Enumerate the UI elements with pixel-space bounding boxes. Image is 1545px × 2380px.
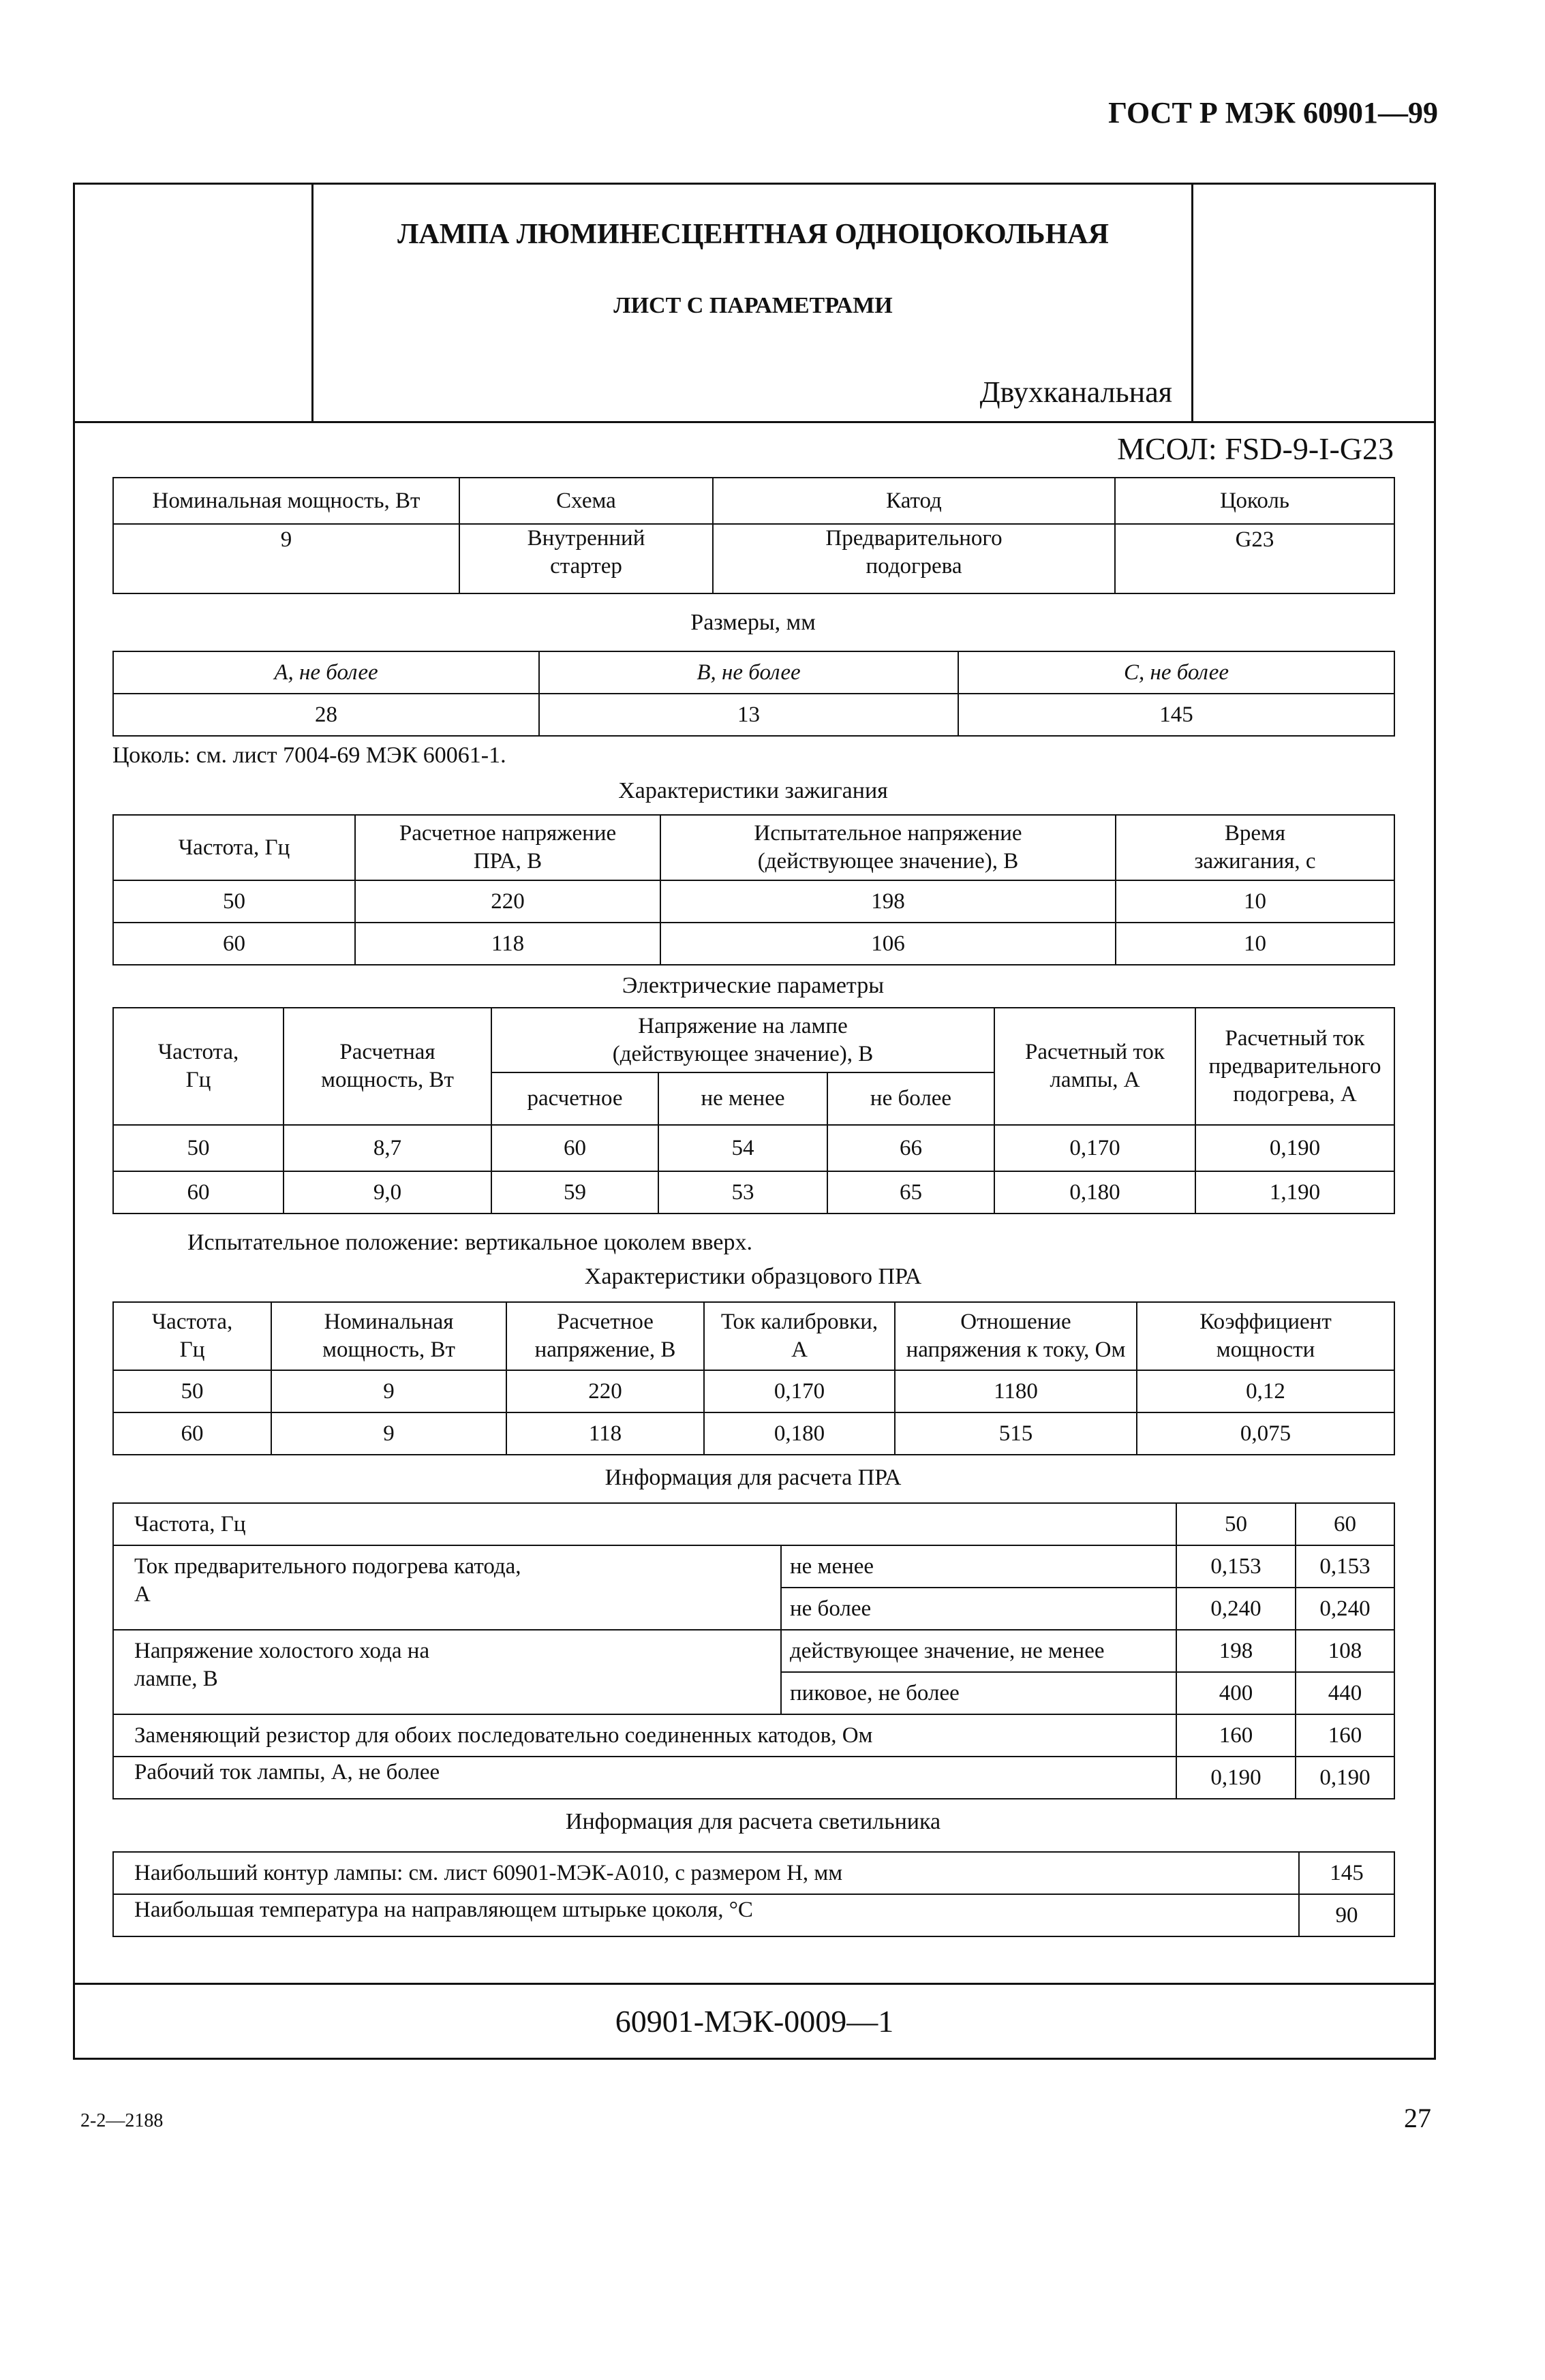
table-cell: 9 xyxy=(271,1412,506,1455)
table-cell: 0,180 xyxy=(994,1171,1195,1214)
table-cell: Заменяющий резистор для обоих последовательно соединенных катодов, Ом xyxy=(113,1714,1176,1757)
table-cell: 60 xyxy=(113,1412,271,1455)
table-cell: 60 xyxy=(491,1125,658,1171)
header-cell: Расчетное напряжение ПРА, В xyxy=(355,815,660,880)
header-cell: Расчетный ток предварительного подогрева, А xyxy=(1195,1008,1394,1125)
ballast-design-caption: Информация для расчета ПРА xyxy=(605,1465,902,1490)
header-cell: не менее xyxy=(658,1072,827,1125)
header-cell: не более xyxy=(827,1072,994,1125)
table-cell: 50 xyxy=(1176,1503,1296,1545)
table-cell: 220 xyxy=(506,1370,704,1412)
table-cell: G23 xyxy=(1115,524,1394,593)
ignition-table xyxy=(112,814,1395,965)
table-cell: не более xyxy=(781,1588,1176,1630)
footer-line xyxy=(73,1983,1436,1985)
test-position-note: Испытательное положение: вертикальное цоколем вверх. xyxy=(187,1230,752,1255)
table-cell: 60 xyxy=(113,1171,284,1214)
table-cell: 0,240 xyxy=(1176,1588,1296,1630)
table-cell: 145 xyxy=(1299,1852,1394,1894)
table-cell: действующее значение, не менее xyxy=(781,1630,1176,1672)
header-cell: Схема xyxy=(459,478,713,524)
ballast-design-table xyxy=(112,1502,1395,1799)
table-cell: 1180 xyxy=(895,1370,1137,1412)
table-cell: 0,240 xyxy=(1296,1588,1394,1630)
header-cell: Номинальная мощность, Вт xyxy=(113,478,459,524)
header-cell: Испытательное напряжение (действующее значение), В xyxy=(660,815,1116,880)
table-cell: Ток предварительного подогрева катода, А xyxy=(113,1545,781,1630)
title-bottom-line xyxy=(73,421,1436,423)
table-cell: не менее xyxy=(781,1545,1176,1588)
table-cell: Рабочий ток лампы, А, не более xyxy=(113,1757,1176,1799)
table-cell: 9 xyxy=(113,524,459,593)
table-cell: Предварительного подогрева xyxy=(713,524,1115,593)
table-cell: 440 xyxy=(1296,1672,1394,1714)
table-cell: 59 xyxy=(491,1171,658,1214)
table-cell: 9,0 xyxy=(284,1171,491,1214)
header-cell: Отношение напряжения к току, Ом xyxy=(895,1302,1137,1370)
base-note: Цоколь: см. лист 7004-69 МЭК 60061-1. xyxy=(112,743,506,768)
header-cell: А, не более xyxy=(113,651,539,694)
header-cell: В, не более xyxy=(539,651,958,694)
dimensions-caption: Размеры, мм xyxy=(690,610,816,635)
header-cell: Частота, Гц xyxy=(113,815,355,880)
header-cell: расчетное xyxy=(491,1072,658,1125)
table-cell: 50 xyxy=(113,880,355,923)
table-cell: 28 xyxy=(113,694,539,736)
sheet-code: 60901-МЭК-0009—1 xyxy=(615,2004,894,2039)
table-cell: 0,12 xyxy=(1137,1370,1394,1412)
lamp-designation: МСОЛ: FSD-9-I-G23 xyxy=(1117,431,1394,466)
header-cell: С, не более xyxy=(958,651,1394,694)
table-cell: 198 xyxy=(660,880,1116,923)
header-cell: Частота, Гц xyxy=(113,1302,271,1370)
header-cell: Расчетный ток лампы, А xyxy=(994,1008,1195,1125)
table-cell: 108 xyxy=(1296,1630,1394,1672)
header-cell: Цоколь xyxy=(1115,478,1394,524)
table-cell: 118 xyxy=(506,1412,704,1455)
table-cell: 60 xyxy=(1296,1503,1394,1545)
table-cell: пиковое, не более xyxy=(781,1672,1176,1714)
sheet-subtitle: ЛИСТ С ПАРАМЕТРАМИ xyxy=(613,293,893,318)
header-cell: Номинальная мощность, Вт xyxy=(271,1302,506,1370)
page-number: 27 xyxy=(1404,2103,1431,2133)
header-cell: Напряжение на лампе (действующее значение), В xyxy=(491,1008,994,1072)
table-cell: 0,153 xyxy=(1176,1545,1296,1588)
electrical-table xyxy=(112,1007,1395,1214)
luminaire-design-table xyxy=(112,1851,1395,1937)
table-cell: 220 xyxy=(355,880,660,923)
table-cell: 198 xyxy=(1176,1630,1296,1672)
table-cell: 0,075 xyxy=(1137,1412,1394,1455)
table-cell: 106 xyxy=(660,923,1116,965)
table-cell: 8,7 xyxy=(284,1125,491,1171)
table-cell: 0,190 xyxy=(1195,1125,1394,1171)
table-cell: 0,170 xyxy=(704,1370,895,1412)
table-cell: 9 xyxy=(271,1370,506,1412)
table-cell: Наибольший контур лампы: см. лист 60901-МЭК-А010, с размером Н, мм xyxy=(113,1852,1299,1894)
print-code: 2-2—2188 xyxy=(80,2110,164,2131)
table-cell: 145 xyxy=(958,694,1394,736)
table-cell: 0,170 xyxy=(994,1125,1195,1171)
table-cell: 515 xyxy=(895,1412,1137,1455)
table-cell: 66 xyxy=(827,1125,994,1171)
table-cell: 0,190 xyxy=(1176,1757,1296,1799)
electrical-caption: Электрические параметры xyxy=(622,973,885,998)
table-cell: 0,190 xyxy=(1296,1757,1394,1799)
luminaire-design-caption: Информация для расчета светильника xyxy=(565,1809,941,1834)
header-cell: Ток калибровки, А xyxy=(704,1302,895,1370)
header-cell: Время зажигания, с xyxy=(1116,815,1394,880)
table-cell: 160 xyxy=(1296,1714,1394,1757)
table-cell: 1,190 xyxy=(1195,1171,1394,1214)
table-cell: 0,153 xyxy=(1296,1545,1394,1588)
header-cell: Коэффициент мощности xyxy=(1137,1302,1394,1370)
table-cell: 50 xyxy=(113,1125,284,1171)
header-cell: Расчетное напряжение, В xyxy=(506,1302,704,1370)
table-cell: 118 xyxy=(355,923,660,965)
header-cell: Катод xyxy=(713,478,1115,524)
document-code: ГОСТ Р МЭК 60901—99 xyxy=(1108,96,1438,129)
table-cell: 60 xyxy=(113,923,355,965)
table-cell: 65 xyxy=(827,1171,994,1214)
table-cell: Напряжение холостого хода на лампе, В xyxy=(113,1630,781,1714)
table-cell: Внутренний стартер xyxy=(459,524,713,593)
general-table xyxy=(112,477,1395,594)
table-cell: 50 xyxy=(113,1370,271,1412)
ignition-caption: Характеристики зажигания xyxy=(618,778,888,803)
table-cell: 400 xyxy=(1176,1672,1296,1714)
dimensions-table xyxy=(112,651,1395,737)
table-cell: 90 xyxy=(1299,1894,1394,1936)
header-cell: Расчетная мощность, Вт xyxy=(284,1008,491,1125)
header-cell: Частота, Гц xyxy=(113,1008,284,1125)
table-cell: 10 xyxy=(1116,923,1394,965)
table-cell: 13 xyxy=(539,694,958,736)
table-cell: 0,180 xyxy=(704,1412,895,1455)
table-cell: 10 xyxy=(1116,880,1394,923)
sheet-title: ЛАМПА ЛЮМИНЕСЦЕНТНАЯ ОДНОЦОКОЛЬНАЯ xyxy=(397,219,1109,250)
table-cell: 54 xyxy=(658,1125,827,1171)
table-cell: Наибольшая температура на направляющем штырьке цоколя, °С xyxy=(113,1894,1299,1936)
table-cell: 160 xyxy=(1176,1714,1296,1757)
reference-ballast-table xyxy=(112,1301,1395,1455)
variant-label: Двухканальная xyxy=(979,375,1172,409)
table-cell: Частота, Гц xyxy=(113,1503,1176,1545)
table-cell: 53 xyxy=(658,1171,827,1214)
reference-ballast-caption: Характеристики образцового ПРА xyxy=(584,1264,922,1289)
